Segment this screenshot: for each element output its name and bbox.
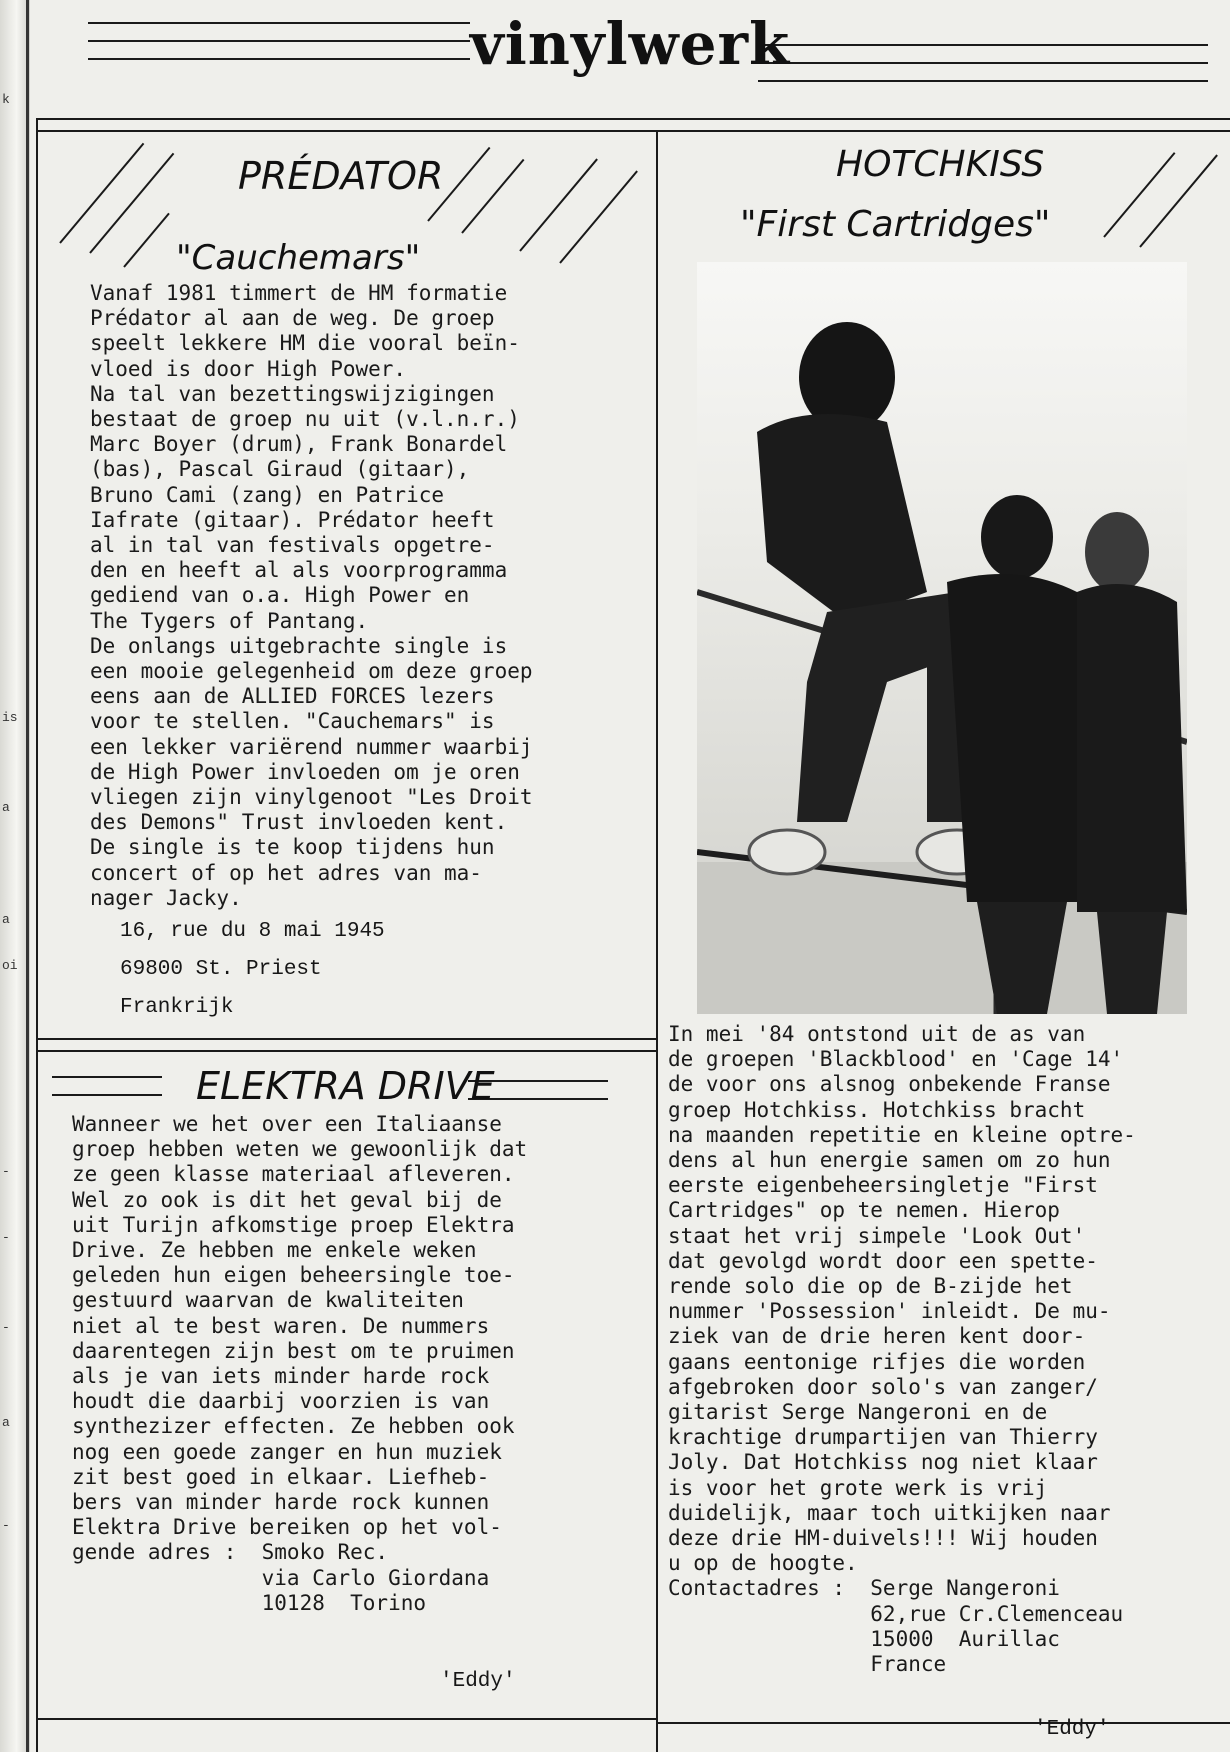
edge-mark: a — [2, 1415, 10, 1430]
predator-text-line: voor te stellen. "Cauchemars" is — [90, 709, 495, 734]
predator-text-line: Bruno Cami (zang) en Patrice — [90, 482, 445, 507]
hotchkiss-text-line: de groepen 'Blackblood' en 'Cage 14' — [668, 1047, 1124, 1072]
predator-text-line: gediend van o.a. High Power en — [90, 583, 470, 608]
slash-decoration — [59, 143, 144, 244]
predator-text-line: Marc Boyer (drum), Frank Bonardel — [90, 432, 508, 457]
predator-text-line: De single is te koop tijdens hun — [90, 835, 495, 860]
heading-rule — [52, 1076, 162, 1078]
bottom-rule-right — [656, 1722, 1230, 1724]
hotchkiss-signature: 'Eddy' — [1034, 1718, 1110, 1741]
masthead-rule-left-3 — [88, 58, 470, 60]
elektra-text-line: gestuurd waarvan de kwaliteiten — [72, 1288, 464, 1313]
column-divider — [656, 132, 658, 1752]
hotchkiss-text-line: Contactadres : Serge Nangeroni — [668, 1576, 1060, 1601]
hotchkiss-text-line: u op de hoogte. — [668, 1551, 858, 1576]
edge-mark: oi — [2, 958, 18, 973]
hotchkiss-text-line: is voor het grote werk is vrij — [668, 1475, 1048, 1500]
slash-decoration — [519, 158, 598, 251]
elektra-signature: 'Eddy' — [440, 1670, 516, 1693]
predator-text-line: vloed is door High Power. — [90, 356, 407, 381]
hotchkiss-text-line: eerste eigenbeheersingletje "First — [668, 1173, 1098, 1198]
elektra-text-line: zit best goed in elkaar. Liefheb- — [72, 1464, 490, 1489]
hotchkiss-text-line: 15000 Aurillac — [668, 1626, 1060, 1651]
hotchkiss-text-line: staat het vrij simpele 'Look Out' — [668, 1223, 1086, 1248]
elektra-band-name: ELEKTRA DRIVE — [196, 1064, 495, 1108]
predator-text-line: Na tal van bezettingswijzigingen — [90, 381, 495, 406]
hotchkiss-single-title: "First Cartridges" — [740, 204, 1051, 245]
elektra-text-line: houdt die daarbij voorzien is van — [72, 1389, 490, 1414]
predator-address-line: Frankrijk — [120, 996, 234, 1019]
hotchkiss-text-line: nummer 'Possession' inleidt. De mu- — [668, 1299, 1111, 1324]
predator-text-line: concert of op het adres van ma- — [90, 860, 482, 885]
elektra-text-line: als je van iets minder harde rock — [72, 1364, 490, 1389]
edge-mark: k — [2, 92, 10, 107]
predator-text-line: bestaat de groep nu uit (v.l.n.r.) — [90, 407, 520, 432]
elektra-text-line: groep hebben weten we gewoonlijk dat — [72, 1137, 528, 1162]
band-photo — [697, 262, 1187, 1014]
elektra-text-line: synthezizer effecten. Ze hebben ook — [72, 1414, 515, 1439]
elektra-text-line: Drive. Ze hebben me enkele weken — [72, 1238, 477, 1263]
slash-decoration — [1139, 154, 1218, 247]
edge-mark: a — [2, 800, 10, 815]
slash-decoration — [89, 153, 174, 254]
predator-text-line: al in tal van festivals opgetre- — [90, 533, 495, 558]
elektra-text-line: geleden hun eigen beheersingle toe- — [72, 1263, 515, 1288]
predator-text-line: Prédator al aan de weg. De groep — [90, 306, 495, 331]
elektra-text-line: daarentegen zijn best om te pruimen — [72, 1338, 515, 1363]
predator-single-title: "Cauchemars" — [176, 238, 421, 278]
elektra-text-line: ze geen klasse materiaal afleveren. — [72, 1162, 515, 1187]
elektra-text-line: niet al te best waren. De nummers — [72, 1313, 490, 1338]
hotchkiss-text-line: Joly. Dat Hotchkiss nog niet klaar — [668, 1450, 1098, 1475]
bottom-rule-left — [38, 1718, 656, 1720]
hotchkiss-text-line: gitarist Serge Nangeroni en de — [668, 1400, 1048, 1425]
predator-text-line: een mooie gelegenheid om deze groep — [90, 659, 533, 684]
predator-text-line: den en heeft al als voorprogramma — [90, 558, 508, 583]
predator-body-text — [90, 281, 533, 911]
predator-text-line: des Demons" Trust invloeden kent. — [90, 810, 508, 835]
predator-address-line: 69800 St. Priest — [120, 958, 322, 981]
masthead-rule-left-1 — [88, 22, 470, 24]
hotchkiss-text-line: krachtige drumpartijen van Thierry — [668, 1425, 1098, 1450]
hotchkiss-text-line: rende solo die op de B-zijde het — [668, 1274, 1073, 1299]
masthead-rule-right-3 — [758, 80, 1208, 82]
slash-decoration — [123, 213, 170, 268]
elektra-text-line: uit Turijn afkomstige proep Elektra — [72, 1212, 515, 1237]
edge-mark: - — [2, 1518, 10, 1533]
binding-line — [26, 0, 29, 1752]
hotchkiss-text-line: In mei '84 ontstond uit de as van — [668, 1022, 1086, 1046]
predator-text-line: Vanaf 1981 timmert de HM formatie — [90, 281, 508, 305]
hotchkiss-text-line: ziek van de drie heren kent door- — [668, 1324, 1086, 1349]
predator-address-line: 16, rue du 8 mai 1945 — [120, 920, 385, 943]
frame-top-2 — [38, 130, 1230, 132]
predator-text-line: speelt lekkere HM die vooral beïn- — [90, 331, 520, 356]
section-divider-1 — [38, 1038, 656, 1040]
hotchkiss-text-line: France — [668, 1652, 947, 1677]
hotchkiss-text-line: dat gevolgd wordt door een spette- — [668, 1248, 1098, 1273]
band-photo-illustration — [697, 262, 1187, 1014]
elektra-text-line: Wanneer we het over een Italiaanse — [72, 1112, 502, 1136]
elektra-text-line: Wel zo ook is dit het geval bij de — [72, 1187, 502, 1212]
edge-mark: - — [2, 1164, 10, 1179]
predator-text-line: The Tygers of Pantang. — [90, 608, 369, 633]
predator-text-line: nager Jacky. — [90, 885, 242, 910]
predator-text-line: (bas), Pascal Giraud (gitaar), — [90, 457, 470, 482]
elektra-text-line: bers van minder harde rock kunnen — [72, 1490, 490, 1515]
hotchkiss-text-line: Cartridges" op te nemen. Hierop — [668, 1198, 1060, 1223]
heading-rule — [52, 1094, 162, 1096]
edge-mark: is — [2, 710, 18, 725]
hotchkiss-text-line: duidelijk, maar toch uitkijken naar — [668, 1500, 1111, 1525]
elektra-body-text — [72, 1112, 527, 1616]
frame-top-1 — [38, 118, 1230, 120]
predator-text-line: de High Power invloeden om je oren — [90, 759, 520, 784]
elektra-text-line: 10128 Torino — [72, 1590, 427, 1615]
section-divider-2 — [38, 1050, 656, 1052]
hotchkiss-text-line: deze drie HM-duivels!!! Wij houden — [668, 1526, 1098, 1551]
elektra-text-line: nog een goede zanger en hun muziek — [72, 1439, 502, 1464]
hotchkiss-text-line: groep Hotchkiss. Hotchkiss bracht — [668, 1097, 1086, 1122]
masthead-rule-right-2 — [758, 62, 1208, 64]
elektra-text-line: gende adres : Smoko Rec. — [72, 1540, 389, 1565]
elektra-text-line: via Carlo Giordana — [72, 1565, 490, 1590]
masthead-title: vinylwerk — [470, 10, 791, 78]
edge-mark: - — [2, 1230, 10, 1245]
hotchkiss-text-line: afgebroken door solo's van zanger/ — [668, 1374, 1098, 1399]
frame-left — [36, 118, 38, 1752]
edge-mark: a — [2, 912, 10, 927]
hotchkiss-text-line: 62,rue Cr.Clemenceau — [668, 1601, 1124, 1626]
predator-text-line: De onlangs uitgebrachte single is — [90, 633, 508, 658]
predator-text-line: eens aan de ALLIED FORCES lezers — [90, 684, 495, 709]
hotchkiss-text-line: de voor ons alsnog onbekende Franse — [668, 1072, 1111, 1097]
elektra-text-line: Elektra Drive bereiken op het vol- — [72, 1515, 502, 1540]
masthead-rule-left-2 — [88, 40, 470, 42]
hotchkiss-text-line: dens al hun energie samen om zo hun — [668, 1148, 1111, 1173]
hotchkiss-body-text — [668, 1022, 1136, 1677]
predator-text-line: Iafrate (gitaar). Prédator heeft — [90, 507, 495, 532]
predator-band-name: PRÉDATOR — [238, 154, 444, 198]
slash-decoration — [559, 170, 638, 263]
edge-mark: - — [2, 1320, 10, 1335]
predator-text-line: een lekker variërend nummer waarbij — [90, 734, 533, 759]
masthead-rule-right-1 — [758, 44, 1208, 46]
hotchkiss-text-line: na maanden repetitie en kleine optre- — [668, 1122, 1136, 1147]
slash-decoration — [1103, 152, 1175, 238]
predator-text-line: vliegen zijn vinylgenoot "Les Droit — [90, 785, 533, 810]
hotchkiss-text-line: gaans eentonige rifjes die worden — [668, 1349, 1086, 1374]
hotchkiss-band-name: HOTCHKISS — [836, 144, 1045, 185]
